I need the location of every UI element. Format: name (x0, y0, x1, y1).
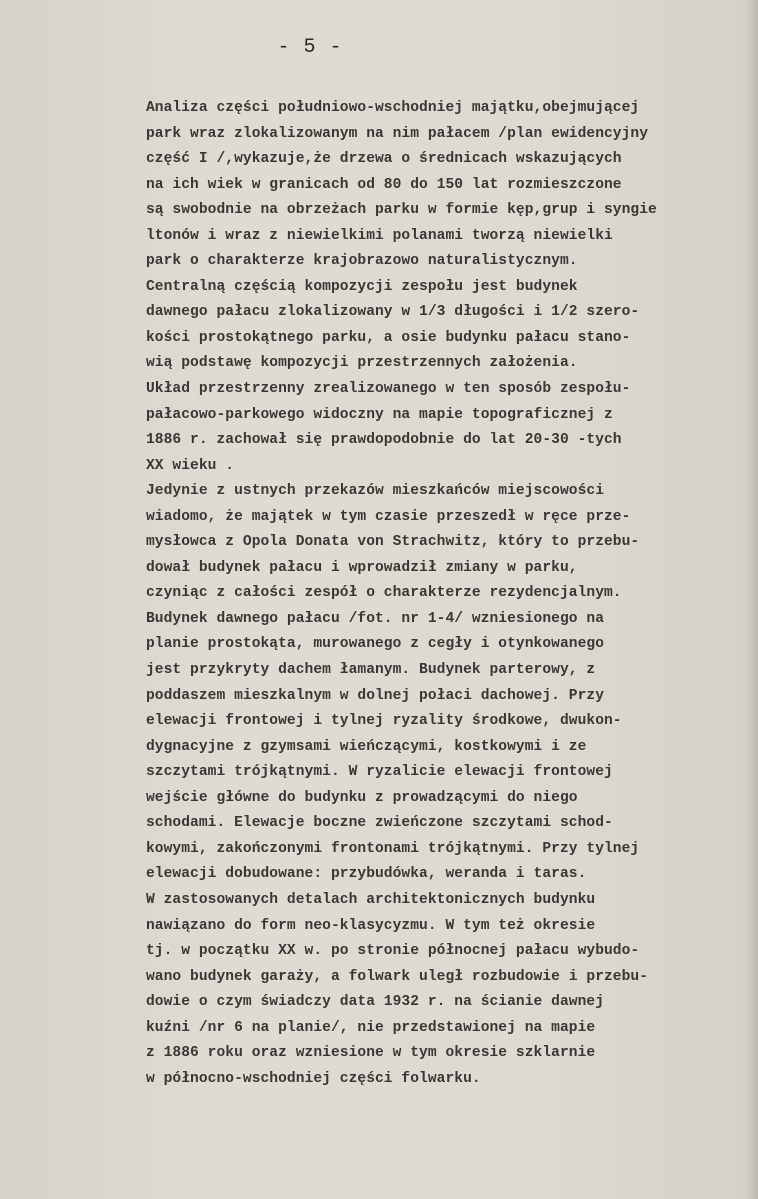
text-line: dował budynek pałacu i wprowadził zmiany w parku, (146, 559, 578, 576)
text-line: elewacji frontowej i tylnej ryzality środkowe, dwukon- (146, 713, 622, 730)
text-line: na ich wiek w granicach od 80 do 150 lat rozmieszczone (146, 176, 622, 193)
text-line: dowie o czym świadczy data 1932 r. na ścianie dawnej (146, 994, 604, 1011)
text-line: park wraz zlokalizowanym na nim pałacem /plan ewidencyjny (146, 125, 649, 142)
body-text (146, 96, 746, 1092)
text-line: mysłowca z Opola Donata von Strachwitz, który to przebu- (146, 534, 640, 551)
text-line: Układ przestrzenny zrealizowanego w ten sposób zespołu- (146, 381, 631, 398)
text-line: wiadomo, że majątek w tym czasie przeszedł w ręce prze- (146, 508, 631, 525)
text-line: szczytami trójkątnymi. W ryzalicie elewacji frontowej (146, 764, 613, 781)
text-line: dawnego pałacu zlokalizowany w 1/3 długości i 1/2 szero- (146, 304, 640, 321)
text-line: schodami. Elewacje boczne zwieńczone szczytami schod- (146, 815, 613, 832)
text-line: park o charakterze krajobrazowo naturalistycznym. (146, 253, 578, 270)
text-line: pałacowo-parkowego widoczny na mapie topograficznej z (146, 406, 613, 423)
text-line: z 1886 roku oraz wzniesione w tym okresie szklarnie (146, 1045, 596, 1062)
text-line: W zastosowanych detalach architektonicznych budynku (146, 891, 596, 908)
text-line: elewacji dobudowane: przybudówka, weranda i taras. (146, 866, 587, 883)
text-line: Jedynie z ustnych przekazów mieszkańców miejscowości (146, 483, 604, 500)
text-line: tj. w początku XX w. po stronie północnej pałacu wybudo- (146, 943, 640, 960)
text-line: 1886 r. zachował się prawdopodobnie do lat 20-30 -tych (146, 432, 622, 449)
page-edge-shadow (744, 0, 758, 1199)
page-number: - 5 - (277, 36, 343, 59)
text-line: wią podstawę kompozycji przestrzennych założenia. (146, 355, 578, 372)
text-line: dygnacyjne z gzymsami wieńczącymi, kostkowymi i ze (146, 738, 587, 755)
text-line: kowymi, zakończonymi frontonami trójkątnymi. Przy tylnej (146, 840, 640, 857)
text-line: XX wieku . (146, 457, 235, 474)
text-line: jest przykryty dachem łamanym. Budynek parterowy, z (146, 662, 596, 679)
text-line: wano budynek garaży, a folwark uległ rozbudowie i przebu- (146, 968, 649, 985)
text-line: Analiza części południowo-wschodniej majątku,obejmującej (146, 100, 640, 116)
text-line: czyniąc z całości zespół o charakterze rezydencjalnym. (146, 585, 622, 602)
text-line: są swobodnie na obrzeżach parku w formie kęp,grup i syngie (146, 202, 657, 219)
text-line: w północno-wschodniej części folwarku. (146, 1070, 481, 1087)
text-line: nawiązano do form neo-klasycyzmu. W tym też okresie (146, 917, 596, 934)
text-line: kości prostokątnego parku, a osie budynku pałacu stano- (146, 329, 631, 346)
text-line: Centralną częścią kompozycji zespołu jest budynek (146, 278, 578, 295)
text-line: ltonów i wraz z niewielkimi polanami tworzą niewielki (146, 227, 613, 244)
text-line: planie prostokąta, murowanego z cegły i otynkowanego (146, 636, 604, 653)
text-line: część I /,wykazuje,że drzewa o średnicach wskazujących (146, 151, 622, 168)
text-line: wejście główne do budynku z prowadzącymi do niego (146, 789, 578, 806)
text-line: kuźni /nr 6 na planie/, nie przedstawionej na mapie (146, 1019, 596, 1036)
text-line: poddaszem mieszkalnym w dolnej połaci dachowej. Przy (146, 687, 604, 704)
text-line: Budynek dawnego pałacu /fot. nr 1-4/ wzniesionego na (146, 610, 604, 627)
